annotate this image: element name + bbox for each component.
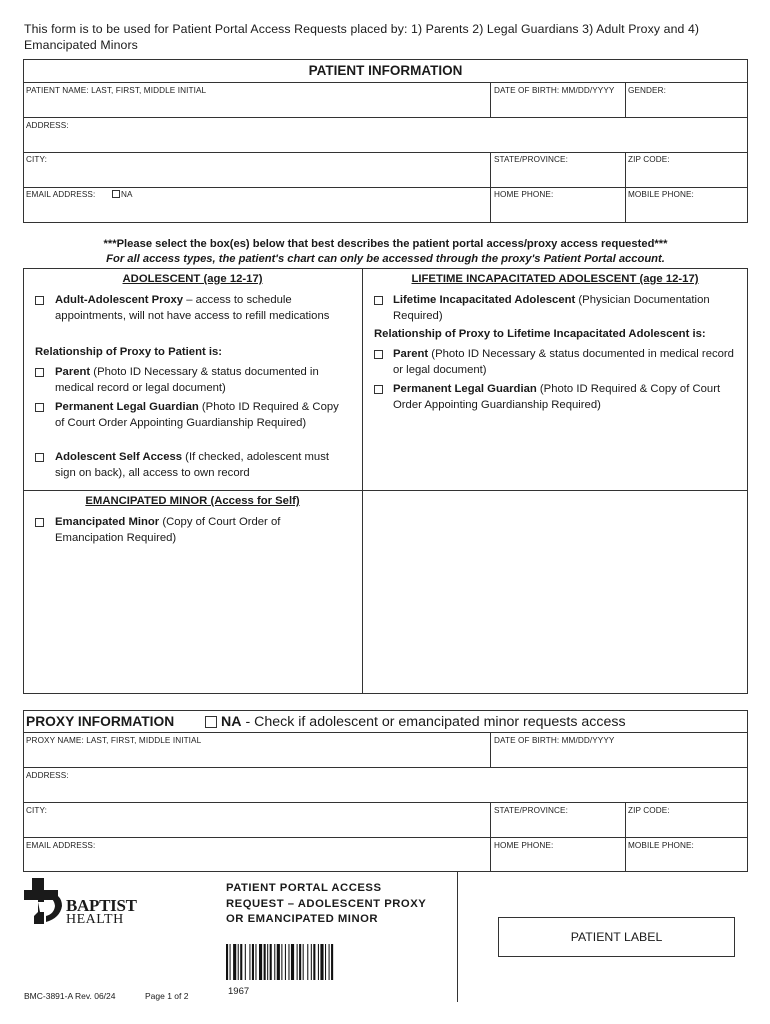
proxy-home-phone-field[interactable]: HOME PHONE: — [494, 841, 554, 850]
patient-email-na-label: NA — [121, 190, 133, 199]
adolescent-guardian-option: Permanent Legal Guardian (Photo ID Required & Copy of Court Order Appointing Guardianship Required) — [55, 401, 339, 429]
barcode-bar — [245, 944, 246, 980]
barcode-bar — [238, 944, 239, 980]
logo-text-health: HEALTH — [66, 912, 124, 927]
adolescent-self-access-option: Adolescent Self Access (If checked, adolescent must sign on back), all access to own record — [55, 451, 329, 479]
lifetime-guardian-checkbox[interactable] — [374, 385, 383, 394]
adolescent-relationship-label: Relationship of Proxy to Patient is: — [35, 346, 223, 358]
proxy-dob-field[interactable]: DATE OF BIRTH: MM/DD/YYYY — [494, 736, 615, 745]
cross-logo-icon — [22, 876, 70, 926]
adolescent-self-access-checkbox[interactable] — [35, 453, 44, 462]
barcode-bar — [285, 944, 286, 980]
adolescent-parent-option: Parent (Photo ID Necessary & status documented in medical record or legal document) — [55, 366, 319, 394]
adult-adolescent-proxy-option: Adult-Adolescent Proxy – access to schedule appointments, will not have access to refill medications — [55, 294, 330, 322]
barcode-bar — [320, 944, 323, 980]
barcode-bar — [255, 944, 256, 980]
patient-city-field[interactable]: CITY: — [26, 155, 47, 164]
patient-gender-field[interactable]: GENDER: — [628, 86, 667, 95]
baptist-health-logo — [22, 876, 142, 928]
barcode — [226, 944, 369, 980]
barcode-bar — [270, 944, 272, 980]
barcode-bar — [226, 944, 228, 980]
patient-label-box: PATIENT LABEL — [498, 917, 735, 957]
lifetime-parent-checkbox[interactable] — [374, 350, 383, 359]
patient-name-field[interactable]: PATIENT NAME: LAST, FIRST, MIDDLE INITIAL — [26, 86, 207, 95]
patient-email-na-checkbox[interactable] — [112, 190, 120, 198]
lifetime-incapacitated-checkbox[interactable] — [374, 296, 383, 305]
proxy-zip-field[interactable]: ZIP CODE: — [628, 806, 670, 815]
adolescent-heading: ADOLESCENT (age 12-17) — [122, 273, 263, 285]
emancipated-minor-option: Emancipated Minor (Copy of Court Order of Emancipation Required) — [55, 516, 281, 544]
logo-text-baptist: BAPTIST — [66, 896, 137, 915]
form-number: BMC-3891-A Rev. 06/24 — [24, 991, 116, 1001]
barcode-bar — [303, 944, 304, 980]
instructions-line-2: For all access types, the patient's chart can only be accessed through the proxy's Patient Portal account. — [106, 253, 665, 265]
barcode-bar — [307, 944, 308, 980]
barcode-bar — [264, 944, 266, 980]
barcode-bar — [267, 944, 268, 980]
lifetime-incapacitated-option: Lifetime Incapacitated Adolescent (Physician Documentation Required) — [393, 294, 710, 322]
patient-dob-field[interactable]: DATE OF BIRTH: MM/DD/YYYY — [494, 86, 615, 95]
barcode-bar — [318, 944, 319, 980]
barcode-bar — [311, 944, 312, 980]
instructions-line-1: ***Please select the box(es) below that best describes the patient portal access/proxy access requested*** — [103, 238, 668, 250]
proxy-na-checkbox[interactable] — [205, 716, 217, 728]
barcode-bar — [291, 944, 294, 980]
proxy-address-field[interactable]: ADDRESS: — [26, 771, 69, 780]
barcode-bar — [281, 944, 282, 980]
lifetime-parent-option: Parent (Photo ID Necessary & status documented in medical record or legal document) — [393, 348, 734, 376]
barcode-bar — [249, 944, 250, 980]
patient-mobile-phone-field[interactable]: MOBILE PHONE: — [628, 190, 694, 199]
proxy-email-field[interactable]: EMAIL ADDRESS: — [26, 841, 96, 850]
barcode-bar — [325, 944, 326, 980]
document-title: PATIENT PORTAL ACCESS REQUEST – ADOLESCENT PROXY OR EMANCIPATED MINOR — [226, 882, 427, 926]
emancipated-minor-checkbox[interactable] — [35, 518, 44, 527]
barcode-bar — [277, 944, 280, 980]
adolescent-parent-checkbox[interactable] — [35, 368, 44, 377]
barcode-bar — [297, 944, 298, 980]
barcode-bar — [299, 944, 301, 980]
patient-info-title: PATIENT INFORMATION — [308, 63, 463, 78]
intro-text: This form is to be used for Patient Portal Access Requests placed by: 1) Parents 2) Legal Guardians 3) Adult Proxy and 4) Emancipated Minors — [24, 22, 700, 52]
page-number: Page 1 of 2 — [145, 991, 189, 1001]
emancipated-heading: EMANCIPATED MINOR (Access for Self) — [85, 495, 300, 507]
barcode-bar — [288, 944, 289, 980]
adult-adolescent-proxy-checkbox[interactable] — [35, 296, 44, 305]
patient-state-field[interactable]: STATE/PROVINCE: — [494, 155, 568, 164]
patient-zip-field[interactable]: ZIP CODE: — [628, 155, 670, 164]
proxy-state-field[interactable]: STATE/PROVINCE: — [494, 806, 568, 815]
barcode-bar — [252, 944, 254, 980]
barcode-bar — [240, 944, 242, 980]
barcode-number: 1967 — [228, 986, 250, 997]
barcode-bar — [230, 944, 231, 980]
proxy-na-label: NA - Check if adolescent or emancipated minor requests access — [221, 714, 626, 730]
barcode-bar — [329, 944, 330, 980]
proxy-name-field[interactable]: PROXY NAME: LAST, FIRST, MIDDLE INITIAL — [26, 736, 202, 745]
patient-email-field[interactable]: EMAIL ADDRESS: — [26, 190, 96, 199]
barcode-bar — [331, 944, 333, 980]
barcode-bar — [274, 944, 275, 980]
lifetime-heading: LIFETIME INCAPACITATED ADOLESCENT (age 12-17) — [411, 273, 699, 285]
proxy-city-field[interactable]: CITY: — [26, 806, 47, 815]
lifetime-relationship-label: Relationship of Proxy to Lifetime Incapacitated Adolescent is: — [374, 328, 706, 340]
patient-home-phone-field[interactable]: HOME PHONE: — [494, 190, 554, 199]
barcode-bar — [313, 944, 315, 980]
adolescent-guardian-checkbox[interactable] — [35, 403, 44, 412]
lifetime-guardian-option: Permanent Legal Guardian (Photo ID Required & Copy of Court Order Appointing Guardianship Required) — [393, 383, 721, 411]
proxy-mobile-phone-field[interactable]: MOBILE PHONE: — [628, 841, 694, 850]
barcode-bar — [259, 944, 262, 980]
barcode-bar — [233, 944, 236, 980]
patient-address-field[interactable]: ADDRESS: — [26, 121, 69, 130]
proxy-info-title: PROXY INFORMATION — [26, 714, 175, 729]
